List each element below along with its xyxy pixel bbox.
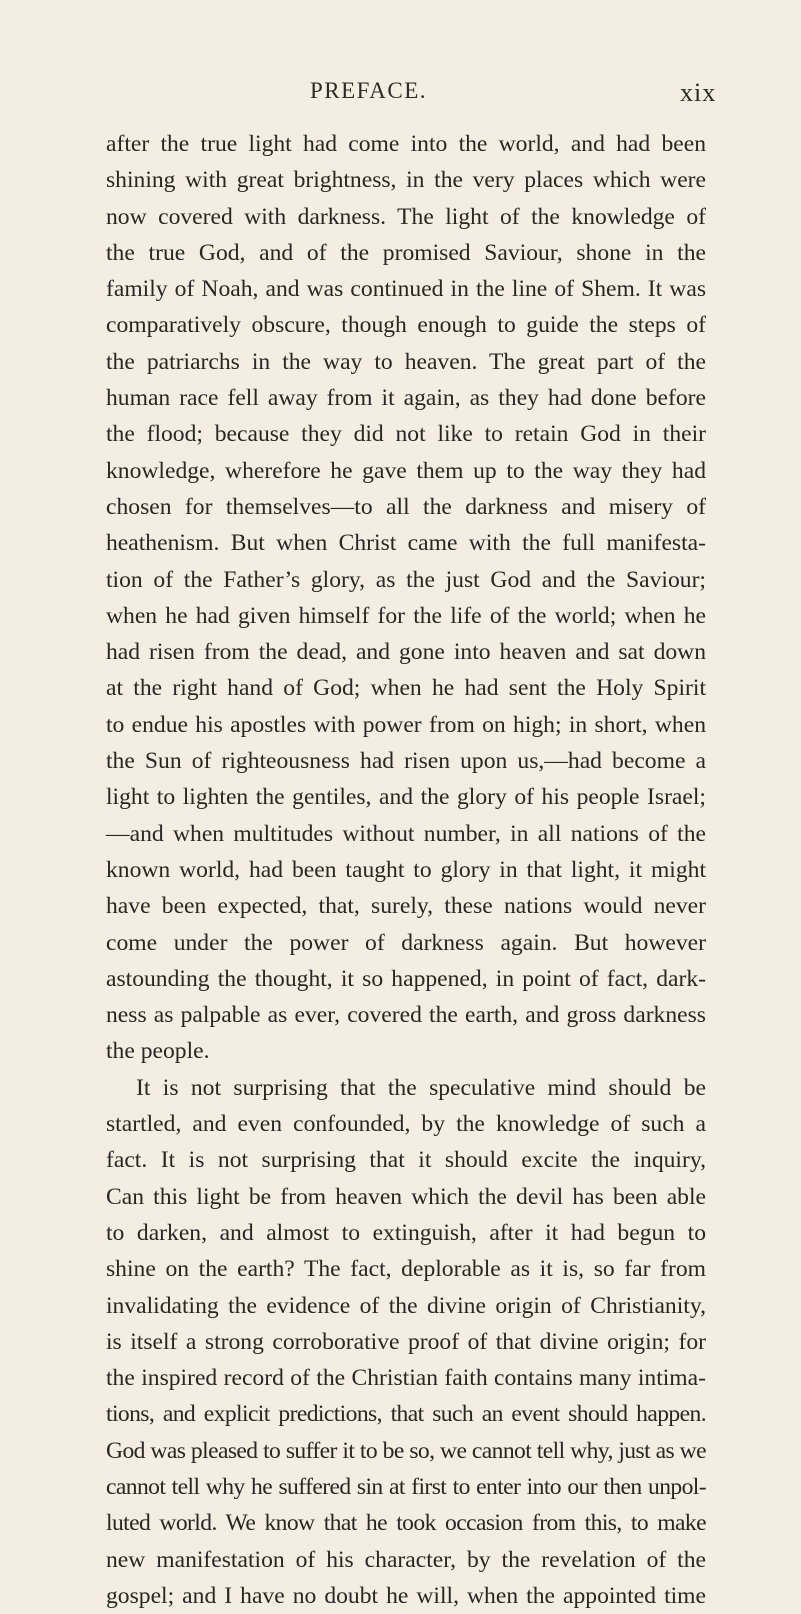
text-line: shine on the earth? The fact, deplorable as it is, so far from [106, 1256, 706, 1283]
text-line: invalidating the evidence of the divine origin of Christianity, [106, 1292, 706, 1319]
text-line: after the true light had come into the world, and had been [106, 131, 706, 157]
text-line: new manifestation of his character, by the revelation of the [106, 1546, 706, 1573]
text-line: to darken, and almost to extinguish, after it had begun to [106, 1219, 706, 1246]
text-line: luted world. We know that he took occasion from this, to make [106, 1510, 706, 1537]
text-line: God was pleased to suffer it to be so, we cannot tell why, just as we [106, 1437, 706, 1464]
text-line: when he had given himself for the life of the world; when he [106, 602, 706, 629]
text-line: —and when multitudes without number, in all nations of the [106, 820, 706, 847]
text-line: is itself a strong corroborative proof of that divine origin; for [106, 1328, 706, 1355]
text-line: the patriarchs in the way to heaven. The great part of the [106, 348, 706, 375]
text-line: chosen for themselves—to all the darkness and misery of [106, 493, 706, 520]
page-header [0, 78, 801, 114]
text-line: now covered with darkness. The light of the knowledge of [106, 203, 706, 230]
text-line: comparatively obscure, though enough to guide the steps of [106, 312, 706, 339]
text-line: tions, and explicit predictions, that such an event should happen. [106, 1401, 706, 1428]
text-line: startled, and even confounded, by the knowledge of such a [106, 1111, 706, 1138]
text-line: fact. It is not surprising that it should excite the inquiry, [106, 1147, 706, 1174]
text-line: family of Noah, and was continued in the line of Shem. It was [106, 276, 706, 303]
text-line: knowledge, wherefore he gave them up to the way they had [106, 457, 706, 484]
text-line: have been expected, that, surely, these nations would never [106, 893, 706, 920]
text-line: light to lighten the gentiles, and the glory of his people Israel; [106, 784, 706, 811]
text-line: to endue his apostles with power from on high; in short, when [106, 711, 706, 738]
text-line: heathenism. But when Christ came with the full manifesta- [106, 530, 706, 557]
text-line: gospel; and I have no doubt he will, when the appointed time [106, 1582, 706, 1609]
running-head: PREFACE. [310, 78, 428, 103]
text-line: cannot tell why he suffered sin at first to enter into our then unpol- [106, 1473, 706, 1500]
text-line: tion of the Father’s glory, as the just God and the Saviour; [106, 566, 706, 593]
body-text [106, 126, 706, 1614]
text-line: come under the power of darkness again. But however [106, 929, 706, 956]
text-line: ness as palpable as ever, covered the earth, and gross darkness [106, 1002, 706, 1029]
text-line: the true God, and of the promised Saviour, shone in the [106, 239, 706, 266]
text-line: known world, had been taught to glory in that light, it might [106, 856, 706, 883]
text-line: Can this light be from heaven which the devil has been able [106, 1183, 706, 1210]
text-line: shining with great brightness, in the very places which were [106, 167, 706, 194]
page-number: xix [680, 78, 717, 107]
text-line: astounding the thought, it so happened, in point of fact, dark- [106, 965, 706, 992]
text-line: had risen from the dead, and gone into heaven and sat down [106, 639, 706, 666]
text-line-paragraph-start: It is not surprising that the speculative mind should be [136, 1074, 706, 1101]
text-line-paragraph-end: the people. [106, 1038, 210, 1065]
text-line: the flood; because they did not like to retain God in their [106, 421, 706, 448]
text-line: human race fell away from it again, as they had done before [106, 385, 706, 412]
text-line: the Sun of righteousness had risen upon us,—had become a [106, 748, 706, 775]
text-line: the inspired record of the Christian faith contains many intima- [106, 1365, 706, 1392]
text-line: at the right hand of God; when he had sent the Holy Spirit [106, 675, 706, 702]
